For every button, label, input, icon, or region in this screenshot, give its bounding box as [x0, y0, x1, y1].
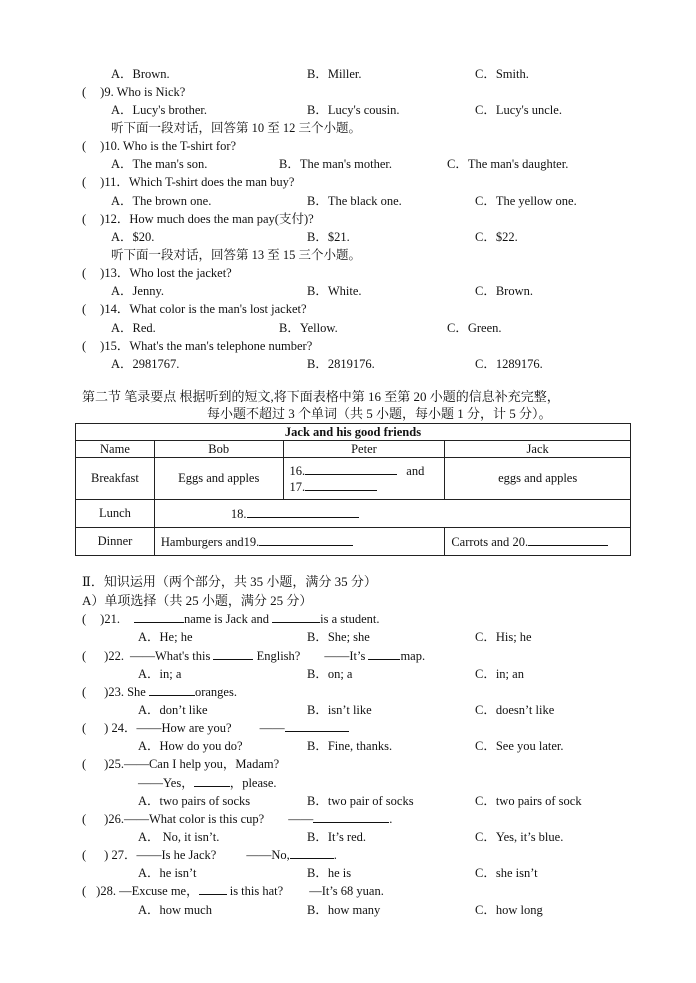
q15-stem: ( )15．What's the man's telephone number?	[82, 339, 313, 353]
q24-option-c: C．See you later.	[475, 739, 564, 753]
q28-option-a: A．how much	[138, 903, 212, 917]
partA-title: A）单项选择（共 25 小题，满分 25 分）	[82, 593, 313, 608]
table-title-row	[76, 424, 631, 441]
q8-option-c: C．Smith.	[475, 67, 529, 81]
blank-18[interactable]	[247, 506, 359, 518]
q26-option-b: B．It’s red.	[307, 830, 367, 844]
q9-stem: ( )9. Who is Nick?	[82, 85, 186, 99]
bob-breakfast: Eggs and apples	[154, 458, 283, 500]
blank-19-label: 19.	[243, 534, 260, 549]
instruction-13-15: 听下面一段对话，回答第 13 至 15 三个小题。	[111, 248, 362, 262]
q23-blank[interactable]	[149, 684, 195, 696]
q21-blank-2[interactable]	[272, 611, 320, 623]
q25-option-b: B．two pair of socks	[307, 794, 414, 808]
q13-option-c: C．Brown.	[475, 284, 533, 298]
q22-stem: ( )22. ——What's this English? ——It’s map.	[82, 649, 426, 663]
q15-option-a: A．2981767.	[111, 357, 180, 371]
peter-breakfast	[283, 458, 445, 500]
blank-20-label: 20.	[512, 534, 529, 549]
q28-stem: ( )28. —Excuse me， is this hat? —It’s 68 yuan.	[82, 884, 384, 898]
blank-17[interactable]	[305, 479, 377, 491]
q10-option-c: C．The man's daughter.	[447, 157, 569, 171]
q23-option-b: B．isn’t like	[307, 703, 372, 717]
row-label-breakfast: Breakfast	[76, 458, 155, 500]
q21-option-b: B．She; she	[307, 630, 370, 644]
q11-option-c: C．The yellow one.	[475, 194, 577, 208]
header-bob: Bob	[154, 441, 283, 458]
q24-stem: ( ) 24．——How are you? ——	[82, 720, 349, 736]
table-header-row	[76, 441, 631, 458]
q10-option-a: A．The man's son.	[111, 157, 208, 171]
q15-option-c: C．1289176.	[475, 357, 543, 371]
q13-option-b: B．White.	[307, 284, 362, 298]
q8-option-b: B．Miller.	[307, 67, 362, 81]
q28-option-b: B．how many	[307, 903, 381, 917]
q23-option-a: A．don’t like	[138, 703, 208, 717]
dinner-left-text: Hamburgers and	[160, 534, 244, 549]
q26-stem: ( )26.——What color is this cup? —— .	[82, 812, 393, 826]
q25-blank[interactable]	[194, 775, 230, 787]
q25-option-c: C．two pairs of sock	[475, 794, 582, 808]
q25-reply: ——Yes， ，please.	[138, 776, 277, 790]
q26-option-a: A． No, it isn’t.	[138, 830, 220, 844]
q23-option-c: C．doesn’t like	[475, 703, 555, 717]
q22-option-b: B．on; a	[307, 667, 353, 681]
q12-option-c: C．$22.	[475, 230, 518, 244]
blank-19[interactable]	[259, 534, 353, 546]
q27-option-a: A．he isn’t	[138, 866, 197, 880]
section2-instruction-line1: 第二节 笔录要点 根据听到的短文,将下面表格中第 16 至第 20 小题的信息补充完整，	[82, 389, 560, 404]
blank-16[interactable]	[305, 463, 397, 475]
q14-stem: ( )14．What color is the man's lost jacket?	[82, 302, 307, 316]
q14-option-a: A．Red.	[111, 321, 156, 335]
q24-blank[interactable]	[285, 720, 349, 732]
q11-stem: ( )11．Which T-shirt does the man buy?	[82, 175, 295, 189]
q15-option-b: B．2819176.	[307, 357, 375, 371]
table-row-breakfast	[76, 458, 631, 500]
q21-option-c: C．His; he	[475, 630, 532, 644]
q27-blank[interactable]	[290, 847, 334, 859]
row-label-dinner: Dinner	[76, 528, 155, 556]
table-row-lunch	[76, 500, 631, 528]
q14-option-c: C．Green.	[447, 321, 502, 335]
dinner-right-text: Carrots and	[451, 534, 510, 549]
row-label-lunch: Lunch	[76, 500, 155, 528]
q12-option-a: A．$20.	[111, 230, 155, 244]
q25-option-a: A．two pairs of socks	[138, 794, 251, 808]
q21-stem: ( )21. name is Jack and is a student.	[82, 612, 380, 626]
q22-option-c: C．in; an	[475, 667, 524, 681]
q13-option-a: A．Jenny.	[111, 284, 165, 298]
q21-option-a: A．He; he	[138, 630, 193, 644]
q27-option-c: C．she isn’t	[475, 866, 538, 880]
q12-stem: ( )12．How much does the man pay(支付)?	[82, 212, 314, 226]
q11-option-a: A．The brown one.	[111, 194, 212, 208]
q11-option-b: B．The black one.	[307, 194, 402, 208]
table-row-dinner	[76, 528, 631, 556]
q28-blank[interactable]	[199, 883, 227, 895]
q10-option-b: B．The man's mother.	[279, 157, 393, 171]
q9-option-c: C．Lucy's uncle.	[475, 103, 562, 117]
q22-blank-2[interactable]	[368, 648, 400, 660]
header-jack: Jack	[445, 441, 631, 458]
dinner-left-cell	[154, 528, 444, 556]
part2-title: Ⅱ．知识运用（两个部分，共 35 小题，满分 35 分）	[82, 574, 377, 589]
q23-stem: ( )23. She oranges.	[82, 685, 237, 699]
q13-stem: ( )13．Who lost the jacket?	[82, 266, 232, 280]
section2-instruction-line2: 每小题不超过 3 个单词（共 5 小题，每小题 1 分，计 5 分）。	[207, 406, 552, 421]
q26-option-c: C．Yes, it’s blue.	[475, 830, 564, 844]
blank-16-label: 16.	[289, 463, 306, 478]
header-peter: Peter	[283, 441, 445, 458]
q24-option-a: A．How do you do?	[138, 739, 243, 753]
blank-18-label: 18.	[230, 506, 247, 521]
q12-option-b: B．$21.	[307, 230, 350, 244]
q14-option-b: B．Yellow.	[279, 321, 338, 335]
q8-option-a: A．Brown.	[111, 67, 170, 81]
q26-blank[interactable]	[313, 811, 389, 823]
jack-breakfast: eggs and apples	[445, 458, 631, 500]
table-title: Jack and his good friends	[76, 424, 631, 441]
q22-option-a: A．in; a	[138, 667, 182, 681]
peter-and: and	[406, 463, 425, 478]
q27-option-b: B．he is	[307, 866, 352, 880]
header-name: Name	[76, 441, 155, 458]
lunch-cell	[154, 500, 630, 528]
blank-17-label: 17.	[289, 479, 306, 494]
friends-table	[75, 423, 631, 556]
q28-option-c: C．how long	[475, 903, 543, 917]
q10-stem: ( )10. Who is the T-shirt for?	[82, 139, 237, 153]
q9-option-a: A．Lucy's brother.	[111, 103, 207, 117]
q24-option-b: B．Fine, thanks.	[307, 739, 393, 753]
dinner-right-cell	[445, 528, 631, 556]
q22-blank-1[interactable]	[213, 648, 253, 660]
q9-option-b: B．Lucy's cousin.	[307, 103, 400, 117]
instruction-10-12: 听下面一段对话，回答第 10 至 12 三个小题。	[111, 121, 362, 135]
q27-stem: ( ) 27．——Is he Jack? ——No, .	[82, 848, 337, 862]
blank-20[interactable]	[528, 534, 608, 546]
q21-blank-1[interactable]	[134, 611, 184, 623]
q25-stem: ( )25.——Can I help you，Madam?	[82, 757, 280, 771]
